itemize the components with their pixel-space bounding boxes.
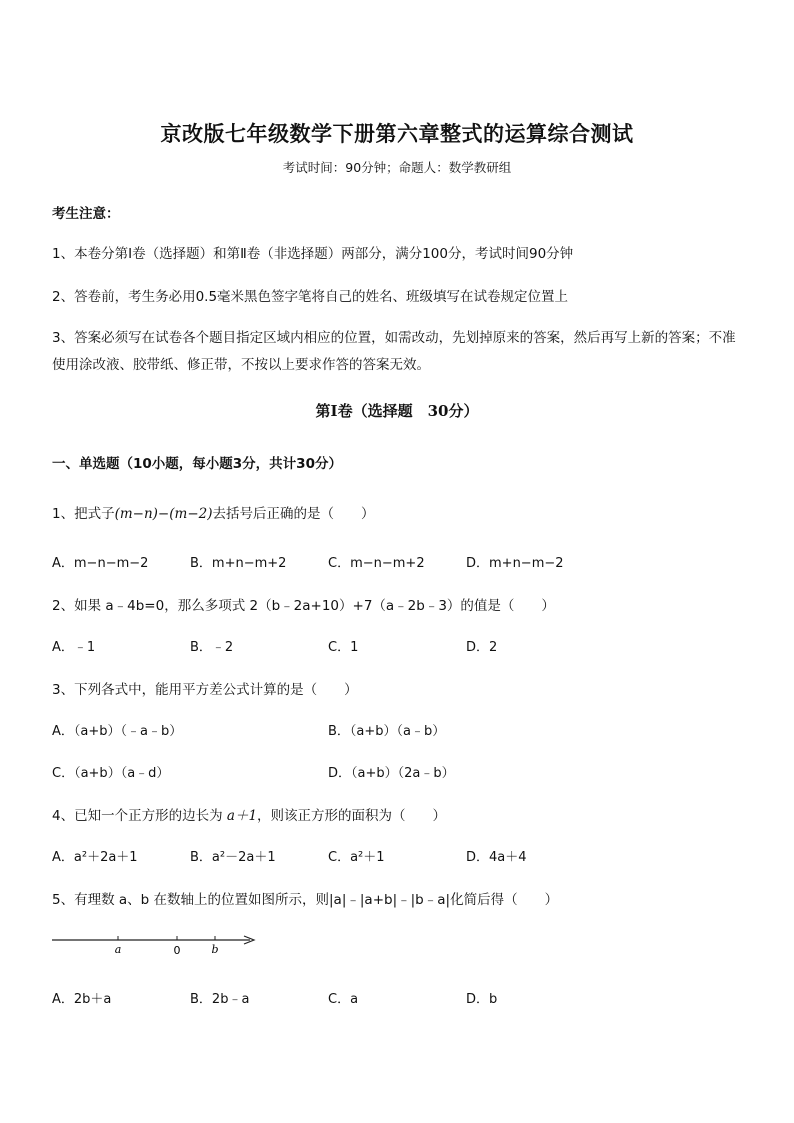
question-3-option-c: C．（a+b）（a﹣d） <box>52 766 170 781</box>
question-2-option-b: B．﹣2 <box>190 640 234 655</box>
question-3-option-b: B．（a+b）（a﹣b） <box>328 724 446 739</box>
exam-info: 考试时间：90分钟；命题人：数学教研组 <box>282 160 512 175</box>
question-3-option-d: D．（a+b）（2a﹣b） <box>328 766 455 781</box>
question-4-stem-pre: 4、已知一个正方形的边长为 <box>52 808 223 824</box>
notice-item-3: 3、答案必须写在试卷各个题目指定区域内相应的位置，如需改动，先划掉原来的答案，然后再写上新的答案；不准使用涂改液、胶带纸、修正带，不按以上要求作答的答案无效。 <box>52 330 736 373</box>
question-4-stem <box>52 804 446 824</box>
question-1-option-b: B．m+n−m+2 <box>190 556 287 571</box>
question-4-stem-post: ，则该正方形的面积为（ ） <box>257 808 447 824</box>
label-b: b <box>211 943 219 956</box>
question-4-option-b: B．a²－2a＋1 <box>190 850 276 865</box>
question-4-expression: a＋1 <box>226 808 258 824</box>
question-3-option-a: A．（a+b）（﹣a﹣b） <box>52 724 183 739</box>
question-5-option-a: A．2b＋a <box>52 992 112 1007</box>
notice-heading: 考生注意： <box>52 206 120 222</box>
question-1-option-c: C．m−n−m+2 <box>328 556 425 571</box>
question-1-stem-post: 去括号后正确的是（ ） <box>212 506 375 522</box>
question-2-option-c: C．1 <box>328 640 359 655</box>
question-4-option-c: C．a²＋1 <box>328 850 385 865</box>
number-line-figure <box>50 928 265 960</box>
question-5-option-c: C．a <box>328 992 359 1007</box>
part-heading: 一、单选题（10小题，每小题3分，共计30分） <box>52 456 342 472</box>
question-2-option-a: A．﹣1 <box>52 640 96 655</box>
question-5-option-d: D．b <box>466 992 498 1007</box>
question-5-stem: 5、有理数 a、b 在数轴上的位置如图所示，则|a|﹣|a+b|﹣|b﹣a|化简后得（ ） <box>52 892 559 908</box>
question-3-stem: 3、下列各式中，能用平方差公式计算的是（ ） <box>52 682 358 698</box>
notice-item-2: 2、答卷前，考生务必用0.5毫米黑色签字笔将自己的姓名、班级填写在试卷规定位置上 <box>52 289 569 305</box>
page-title: 京改版七年级数学下册第六章整式的运算综合测试 <box>160 121 634 146</box>
question-2-stem: 2、如果 a﹣4b=0，那么多项式 2（b﹣2a+10）+7（a﹣2b﹣3）的值是（ ） <box>52 598 555 614</box>
question-5-option-b: B．2b﹣a <box>190 992 250 1007</box>
notice-item-1: 1、本卷分第Ⅰ卷（选择题）和第Ⅱ卷（非选择题）两部分，满分100分，考试时间90分钟 <box>52 246 574 262</box>
question-4-option-a: A．a²＋2a＋1 <box>52 850 138 865</box>
question-1-option-d: D．m+n−m−2 <box>466 556 564 571</box>
question-1-stem-pre: 1、把式子 <box>52 506 115 522</box>
question-2-option-d: D．2 <box>466 640 498 655</box>
question-1-option-a: A．m−n−m−2 <box>52 556 149 571</box>
question-1-stem <box>52 502 374 522</box>
label-zero: 0 <box>173 944 181 957</box>
section-title: 第Ⅰ卷（选择题 30分） <box>315 402 479 420</box>
question-4-option-d: D．4a＋4 <box>466 850 527 865</box>
label-a: a <box>114 943 122 956</box>
question-1-expression: (m−n)−(m−2) <box>114 506 213 522</box>
